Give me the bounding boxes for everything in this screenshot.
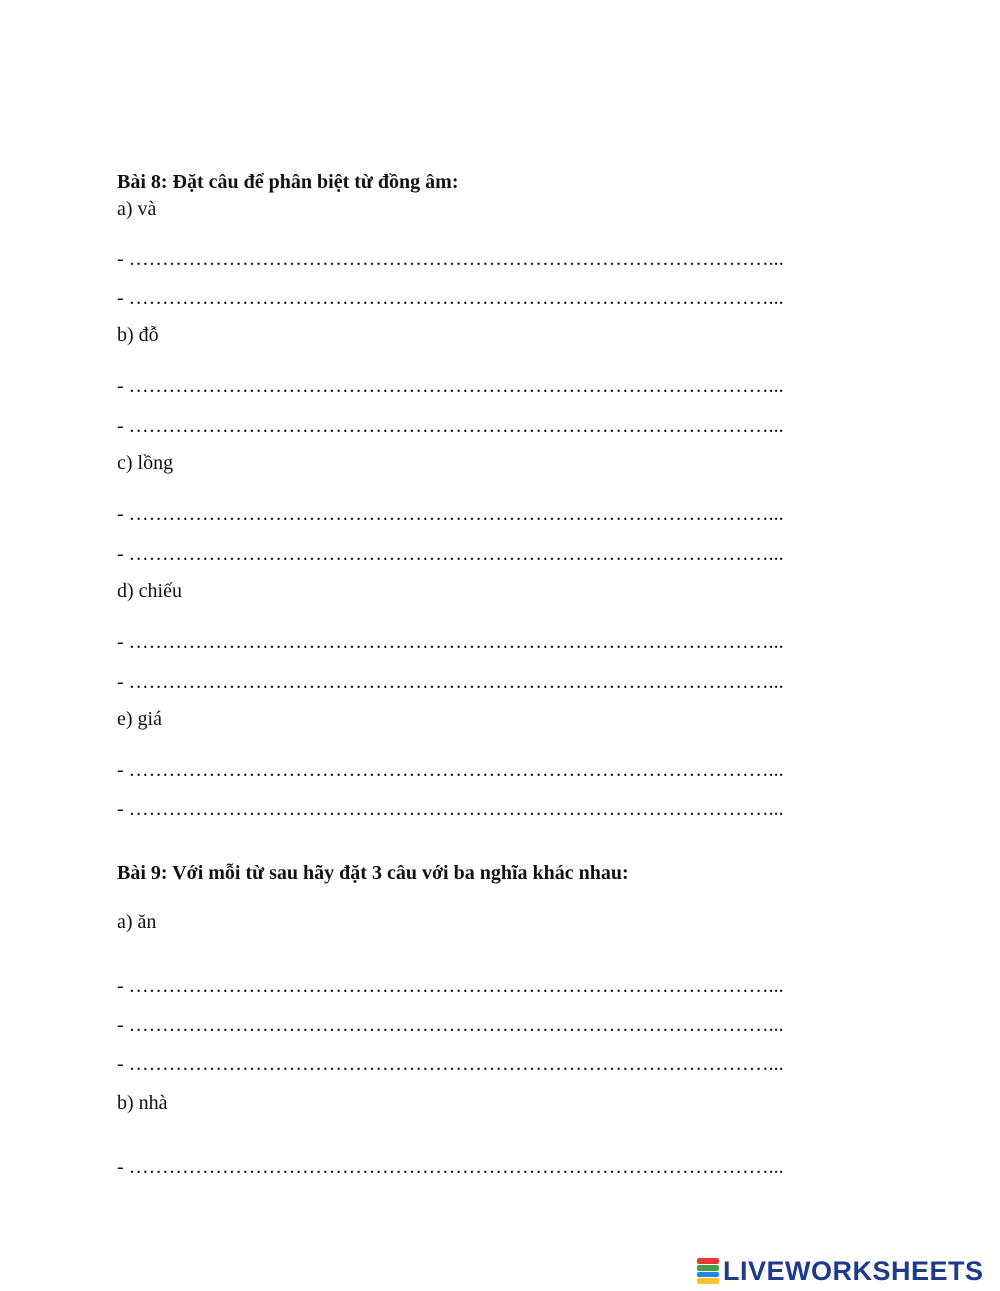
exercise-9-title: Bài 9: Với mỗi từ sau hãy đặt 3 câu với ba nghĩa khác nhau: <box>117 862 629 884</box>
answer-line[interactable]: - ……………………………………………………………………………………... <box>117 798 784 820</box>
answer-line[interactable]: - ……………………………………………………………………………………... <box>117 631 784 653</box>
liveworksheets-logo <box>697 1256 984 1286</box>
exercise-8-title: Bài 8: Đặt câu để phân biệt từ đồng âm: <box>117 171 459 193</box>
item-label: d) chiếu <box>117 580 182 602</box>
item-label: b) nhà <box>117 1092 168 1114</box>
item-label: a) và <box>117 198 157 220</box>
answer-line[interactable]: - ……………………………………………………………………………………... <box>117 1156 784 1178</box>
logo-text: LIVEWORKSHEETS <box>723 1255 984 1286</box>
answer-line[interactable]: - ……………………………………………………………………………………... <box>117 1053 784 1075</box>
item-label: e) giá <box>117 708 162 730</box>
answer-line[interactable]: - ……………………………………………………………………………………... <box>117 759 784 781</box>
answer-line[interactable]: - ……………………………………………………………………………………... <box>117 1014 784 1036</box>
answer-line[interactable]: - ……………………………………………………………………………………... <box>117 671 784 693</box>
item-label: c) lồng <box>117 452 174 474</box>
answer-line[interactable]: - ……………………………………………………………………………………... <box>117 543 784 565</box>
answer-line[interactable]: - ……………………………………………………………………………………... <box>117 248 784 270</box>
answer-line[interactable]: - ……………………………………………………………………………………... <box>117 975 784 997</box>
answer-line[interactable]: - ……………………………………………………………………………………... <box>117 415 784 437</box>
answer-line[interactable]: - ……………………………………………………………………………………... <box>117 503 784 525</box>
item-label: a) ăn <box>117 911 157 933</box>
item-label: b) đỗ <box>117 324 159 346</box>
answer-line[interactable]: - ……………………………………………………………………………………... <box>117 287 784 309</box>
liveworksheets-logo-icon <box>697 1258 719 1284</box>
answer-line[interactable]: - ……………………………………………………………………………………... <box>117 375 784 397</box>
